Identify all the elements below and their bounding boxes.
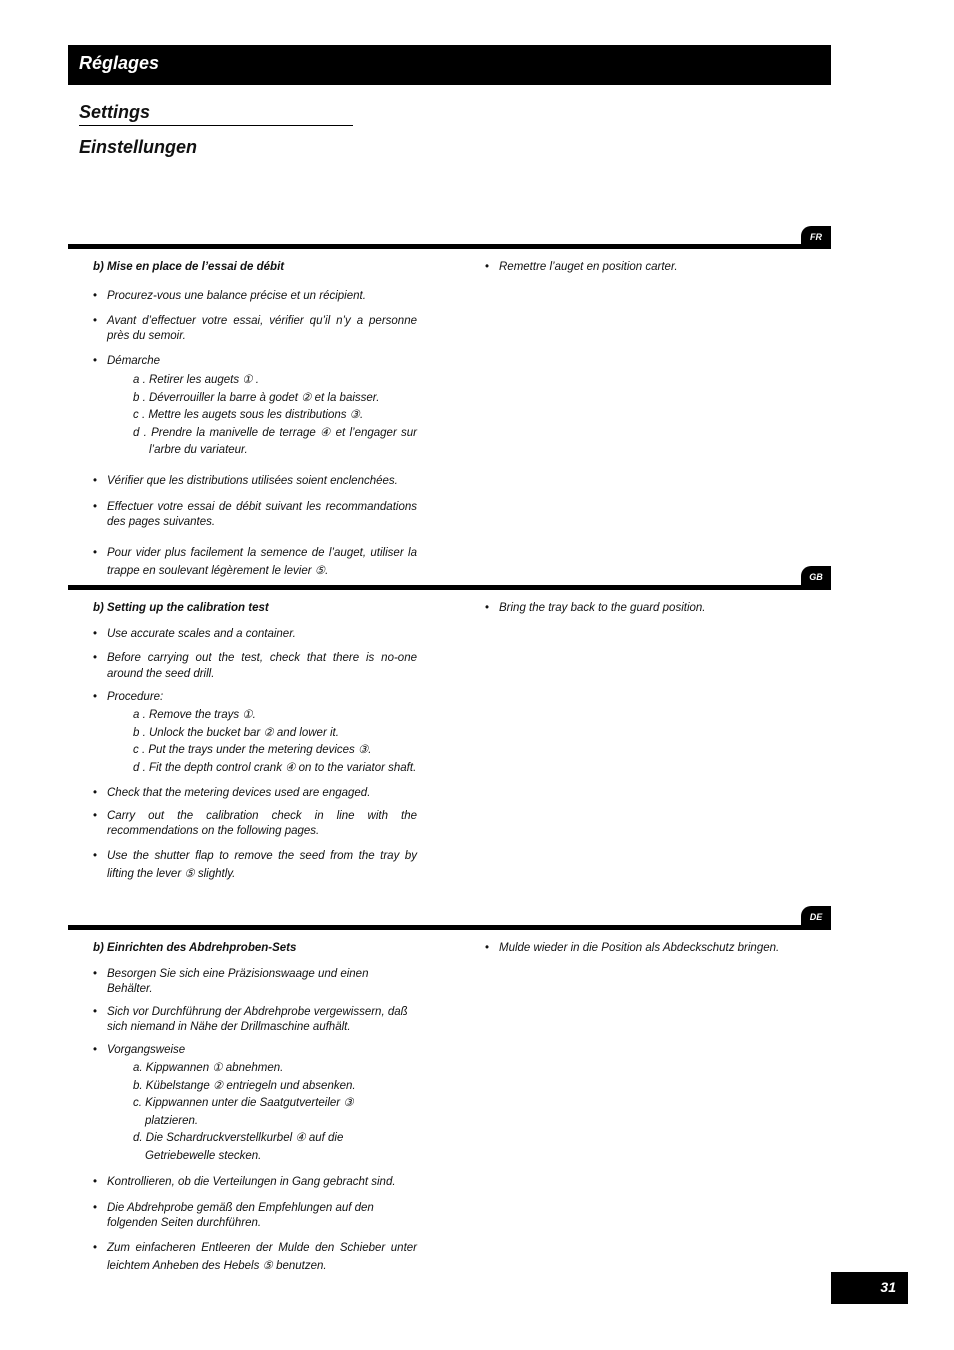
lang-tab-gb: GB [801,566,831,587]
chapter-title: Réglages [79,53,160,73]
fr-step-b: b . Déverrouiller la barre à godet ② et la baisser. [133,391,380,404]
fr-item-3: • Démarche [93,354,417,369]
gb-right-item: • Bring the tray back to the guard position. [485,601,825,616]
lang-tab-fr: FR [801,226,831,247]
gb-item-6: • Use the shutter flap to remove the seed from the tray by lifting the lever ⑤ slightly. [93,847,417,883]
subtitle-settings: Settings [79,102,151,122]
section-rule-gb [68,585,831,590]
page-number: 31 [880,1279,896,1295]
fr-item-4: • Vérifier que les distributions utilisées soient enclenchées. [93,474,417,489]
de-item-2: • Sich vor Durchführung der Abdrehprobe vergewissern, daß sich niemand in Nähe der Drillmaschine aufhält. [93,1005,417,1035]
fr-left-column [93,260,417,580]
de-item-3: • Vorgangsweise [93,1043,417,1058]
de-item-1: • Besorgen Sie sich eine Präzisionswaage und einen Behälter. [93,967,417,997]
section-rule-fr [68,244,831,249]
fr-heading: b) Mise en place de l’essai de débit [93,261,285,273]
fr-item-2: • Avant d’effectuer votre essai, vérifier qu’il n’y a personne près du semoir. [93,314,417,344]
de-item-5: • Die Abdrehprobe gemäß den Empfehlungen auf den folgenden Seiten durchführen. [93,1201,417,1231]
section-rule-de [68,925,831,930]
fr-item-1: • Procurez-vous une balance précise et un récipient. [93,289,417,304]
de-heading: b) Einrichten des Abdrehproben-Sets [93,942,297,954]
subtitle-underline [79,125,353,126]
gb-step-a: a . Remove the trays ①. [133,709,256,721]
gb-item-4: • Check that the metering devices used are engaged. [93,786,417,801]
de-right-column [485,941,825,956]
de-steps [133,1060,363,1165]
fr-item-6: • Pour vider plus facilement la semence de l’auget, utiliser la trappe en soulevant légèrement le levier ⑤. [93,544,417,580]
de-step-c: c. Kippwannen unter die Saatgutverteiler ③ platzieren. [133,1097,354,1127]
gb-step-c: c . Put the trays under the metering devices ③. [133,744,372,756]
de-right-item: • Mulde wieder in die Position als Abdeckschutz bringen. [485,941,825,956]
gb-right-column [485,601,825,616]
fr-step-c: c . Mettre les augets sous les distributions ③. [133,409,364,421]
gb-step-b: b . Unlock the bucket bar ② and lower it. [133,726,339,739]
gb-item-1: • Use accurate scales and a container. [93,627,417,642]
gb-steps [133,707,417,777]
page-number-box [831,1272,908,1304]
gb-item-2: • Before carrying out the test, check that there is no-one around the seed drill. [93,650,417,682]
fr-right-item: • Remettre l’auget en position carter. [485,260,825,275]
gb-heading: b) Setting up the calibration test [93,602,269,614]
subtitle-einstellungen: Einstellungen [79,137,198,157]
de-step-a: a. Kippwannen ① abnehmen. [133,1062,284,1074]
fr-step-d: d . Prendre la manivelle de terrage ④ et l’engager sur l’arbre du variateur. [133,426,417,456]
de-item-6: • Zum einfacheren Entleeren der Mulde den Schieber unter leichtem Anheben des Hebels ⑤ benutzen. [93,1239,417,1275]
fr-right-column [485,260,825,275]
fr-item-5: • Effectuer votre essai de débit suivant les recommandations des pages suivantes. [93,500,417,530]
gb-item-3: • Procedure: [93,690,417,705]
gb-item-5: • Carry out the calibration check in line with the recommendations on the following pages. [93,809,417,839]
de-step-d: d. Die Schardruckverstellkurbel ④ auf die Getriebewelle stecken. [133,1132,344,1162]
chapter-header-bar [68,45,831,85]
fr-steps [133,372,417,460]
gb-left-column [93,601,417,883]
fr-step-a: a . Retirer les augets ① . [133,374,260,386]
de-left-column [93,941,417,1275]
gb-step-d: d . Fit the depth control crank ④ on to the variator shaft. [133,761,417,774]
de-item-4: • Kontrollieren, ob die Verteilungen in Gang gebracht sind. [93,1175,417,1190]
de-step-b: b. Kübelstange ② entriegeln und absenken. [133,1079,356,1092]
lang-tab-de: DE [801,906,831,927]
